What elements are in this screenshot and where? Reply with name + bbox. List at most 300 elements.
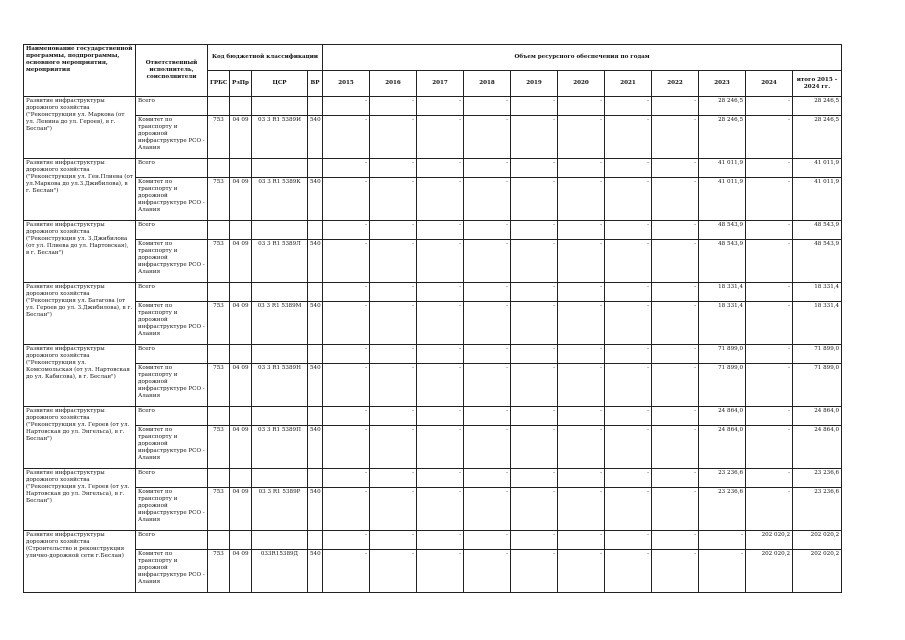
empty-cell xyxy=(308,345,323,364)
year-value: - xyxy=(699,531,746,550)
year-value: - xyxy=(417,302,464,345)
table-row-executor xyxy=(24,488,842,531)
empty-cell xyxy=(308,159,323,178)
year-value: - xyxy=(746,488,793,531)
empty-cell xyxy=(208,469,230,488)
year-value: - xyxy=(464,116,511,159)
year-value: - xyxy=(511,240,558,283)
table-body xyxy=(24,97,842,593)
year-value: - xyxy=(652,240,699,283)
year-value: - xyxy=(605,116,652,159)
year-value: - xyxy=(323,407,370,426)
table-row-executor xyxy=(24,550,842,593)
row-total: 18 331,4 xyxy=(793,302,842,345)
year-header: 2024 xyxy=(746,71,793,97)
year-value: - xyxy=(746,221,793,240)
csr-code: 033R15389Д xyxy=(252,550,308,593)
year-value: - xyxy=(417,240,464,283)
table-row-executor xyxy=(24,364,842,407)
year-value: - xyxy=(370,531,417,550)
funding-header: Объем ресурсного обеспечения по годам xyxy=(323,45,842,71)
row-total: 71 899,0 xyxy=(793,364,842,407)
year-value: - xyxy=(605,159,652,178)
empty-cell xyxy=(208,97,230,116)
year-value: - xyxy=(558,345,605,364)
year-value: - xyxy=(605,426,652,469)
year-value: - xyxy=(417,488,464,531)
year-value: - xyxy=(605,283,652,302)
vr-header: ВР xyxy=(308,71,323,97)
year-value: - xyxy=(370,283,417,302)
year-header: 2019 xyxy=(511,71,558,97)
total-label: Всего xyxy=(136,159,208,178)
year-value: - xyxy=(511,364,558,407)
csr-code: 03 3 R1 5389Л xyxy=(252,240,308,283)
row-total: 48 543,9 xyxy=(793,240,842,283)
rzpr-code: 04 09 xyxy=(230,550,252,593)
year-value: - xyxy=(511,531,558,550)
empty-cell xyxy=(308,407,323,426)
table-row-executor xyxy=(24,426,842,469)
year-header: 2022 xyxy=(652,71,699,97)
year-value: - xyxy=(370,240,417,283)
executor-name: Комитет по транспорту и дорожной инфраструктуре РСО - Алания xyxy=(136,240,208,283)
empty-cell xyxy=(230,221,252,240)
year-value: - xyxy=(558,283,605,302)
year-value: - xyxy=(464,97,511,116)
program-name: Развитие инфраструктуры дорожного хозяйства (Строительство и реконструкция улично-дорожной сети г.Беслан) xyxy=(24,531,136,593)
year-value: - xyxy=(417,426,464,469)
total-label: Всего xyxy=(136,97,208,116)
year-value: - xyxy=(652,531,699,550)
grbs-code: 753 xyxy=(208,240,230,283)
year-value: - xyxy=(370,116,417,159)
program-col-header: Наименование государственной программы, подпрограммы, основного мероприятия, мероприятия xyxy=(24,45,136,97)
year-value: - xyxy=(511,159,558,178)
year-value: - xyxy=(652,221,699,240)
row-total: 48 543,9 xyxy=(793,221,842,240)
year-value: - xyxy=(558,488,605,531)
row-total: 23 236,6 xyxy=(793,469,842,488)
year-value: - xyxy=(323,345,370,364)
year-value: 48 543,9 xyxy=(699,240,746,283)
year-value: - xyxy=(464,426,511,469)
year-value: - xyxy=(746,364,793,407)
program-name: Развитие инфраструктуры дорожного хозяйства ("Реконструкция ул. Батагова (от ул. Героев до ул. З.Джибилова), в г. Беслан") xyxy=(24,283,136,345)
year-header: 2018 xyxy=(464,71,511,97)
year-value: - xyxy=(746,345,793,364)
program-name: Развитие инфраструктуры дорожного хозяйства ("Реконструкция ул. Героев (от ул. Нартовская до ул. Энгельса), в г. Беслан") xyxy=(24,407,136,469)
budget-table xyxy=(23,44,842,593)
row-total: 24 864,0 xyxy=(793,407,842,426)
rzpr-code: 04 09 xyxy=(230,116,252,159)
total-label: Всего xyxy=(136,469,208,488)
executor-name: Комитет по транспорту и дорожной инфраструктуре РСО - Алания xyxy=(136,302,208,345)
year-value: - xyxy=(323,469,370,488)
year-value: - xyxy=(370,550,417,593)
table-row-executor xyxy=(24,240,842,283)
budget-code-header: Код бюджетной классификации xyxy=(208,45,323,71)
year-value: - xyxy=(652,364,699,407)
table-row-total xyxy=(24,283,842,302)
year-value: - xyxy=(370,178,417,221)
year-value: - xyxy=(323,159,370,178)
year-value: - xyxy=(323,240,370,283)
csr-code: 03 3 R1 5389К xyxy=(252,178,308,221)
year-value: - xyxy=(370,469,417,488)
year-value: - xyxy=(511,469,558,488)
year-value: - xyxy=(746,426,793,469)
vr-code: 540 xyxy=(308,178,323,221)
year-value: - xyxy=(511,116,558,159)
program-name: Развитие инфраструктуры дорожного хозяйства ("Реконструкция ул. З.Джибилова (от ул. Плиева до ул. Нартовская), в г. Беслан") xyxy=(24,221,136,283)
year-value: - xyxy=(605,240,652,283)
total-label: Всего xyxy=(136,345,208,364)
year-value: - xyxy=(511,97,558,116)
year-value: - xyxy=(558,240,605,283)
grbs-code: 753 xyxy=(208,302,230,345)
empty-cell xyxy=(252,407,308,426)
rzpr-code: 04 09 xyxy=(230,178,252,221)
executor-name: Комитет по транспорту и дорожной инфраструктуре РСО - Алания xyxy=(136,178,208,221)
empty-cell xyxy=(252,345,308,364)
year-value: - xyxy=(370,159,417,178)
year-value: - xyxy=(746,116,793,159)
table-row-total xyxy=(24,407,842,426)
empty-cell xyxy=(208,407,230,426)
year-value: - xyxy=(652,407,699,426)
year-value: 18 331,4 xyxy=(699,283,746,302)
year-value: - xyxy=(652,116,699,159)
row-total: 28 246,5 xyxy=(793,116,842,159)
year-value: - xyxy=(323,283,370,302)
year-value: - xyxy=(605,550,652,593)
empty-cell xyxy=(230,469,252,488)
total-label: Всего xyxy=(136,531,208,550)
year-header: 2023 xyxy=(699,71,746,97)
executor-col-header: Ответственный исполнитель, соисполнители xyxy=(136,45,208,97)
program-name: Развитие инфраструктуры дорожного хозяйства ("Реконструкция ул. Комсомольская (от ул. Нартовская до ул. Кабисова), в г. Беслан") xyxy=(24,345,136,407)
total-label: Всего xyxy=(136,407,208,426)
year-value: - xyxy=(511,488,558,531)
table-row-total xyxy=(24,469,842,488)
year-value: - xyxy=(417,364,464,407)
year-value: - xyxy=(558,97,605,116)
empty-cell xyxy=(308,221,323,240)
empty-cell xyxy=(252,221,308,240)
empty-cell xyxy=(308,469,323,488)
year-value: - xyxy=(558,116,605,159)
year-value: - xyxy=(464,407,511,426)
empty-cell xyxy=(208,283,230,302)
rzpr-code: 04 09 xyxy=(230,302,252,345)
grbs-header: ГРБС xyxy=(208,71,230,97)
grbs-code: 753 xyxy=(208,364,230,407)
year-value: - xyxy=(323,364,370,407)
year-value: 18 331,4 xyxy=(699,302,746,345)
grbs-code: 753 xyxy=(208,488,230,531)
empty-cell xyxy=(230,97,252,116)
vr-code: 540 xyxy=(308,426,323,469)
year-value: - xyxy=(652,550,699,593)
year-value: - xyxy=(323,302,370,345)
year-value: - xyxy=(558,407,605,426)
year-value: - xyxy=(464,178,511,221)
grbs-code: 753 xyxy=(208,550,230,593)
year-header: 2015 xyxy=(323,71,370,97)
year-value: - xyxy=(464,159,511,178)
year-value: - xyxy=(464,488,511,531)
year-value: - xyxy=(652,178,699,221)
year-value: - xyxy=(605,469,652,488)
vr-code: 540 xyxy=(308,364,323,407)
year-value: - xyxy=(652,97,699,116)
executor-name: Комитет по транспорту и дорожной инфраструктуре РСО - Алания xyxy=(136,364,208,407)
year-value: - xyxy=(417,550,464,593)
table-row-executor xyxy=(24,302,842,345)
table-row-total xyxy=(24,531,842,550)
year-value: - xyxy=(464,364,511,407)
total-label: Всего xyxy=(136,283,208,302)
csr-code: 03 3 R1 5389П xyxy=(252,426,308,469)
year-value: - xyxy=(511,407,558,426)
year-value: - xyxy=(746,407,793,426)
empty-cell xyxy=(252,469,308,488)
year-value: - xyxy=(464,550,511,593)
grbs-code: 753 xyxy=(208,116,230,159)
year-value: - xyxy=(511,550,558,593)
year-value: - xyxy=(417,221,464,240)
year-value: - xyxy=(605,221,652,240)
year-value: 28 246,5 xyxy=(699,97,746,116)
rzpr-code: 04 09 xyxy=(230,426,252,469)
year-value: - xyxy=(417,283,464,302)
year-value: - xyxy=(464,302,511,345)
csr-header: ЦСР xyxy=(252,71,308,97)
table-header xyxy=(24,45,842,97)
program-name: Развитие инфраструктуры дорожного хозяйства ("Реконструкция ул. Героев (от ул. Нартовская до ул. Энгельса), в г. Беслан") xyxy=(24,469,136,531)
empty-cell xyxy=(208,159,230,178)
year-header: 2017 xyxy=(417,71,464,97)
year-value: - xyxy=(511,221,558,240)
year-value: - xyxy=(511,426,558,469)
row-total: 41 011,9 xyxy=(793,178,842,221)
year-value: 23 236,6 xyxy=(699,469,746,488)
year-value: - xyxy=(370,488,417,531)
empty-cell xyxy=(230,283,252,302)
year-value: - xyxy=(511,345,558,364)
program-name: Развитие инфраструктуры дорожного хозяйства ("Реконструкция ул. Маркова (от ул. Ленина до ул. Героев), в г. Беслан") xyxy=(24,97,136,159)
year-value: - xyxy=(417,178,464,221)
year-value: - xyxy=(746,240,793,283)
year-value: 41 011,9 xyxy=(699,178,746,221)
year-value: - xyxy=(652,488,699,531)
year-value: - xyxy=(652,469,699,488)
year-value: - xyxy=(652,283,699,302)
year-value: - xyxy=(652,159,699,178)
vr-code: 540 xyxy=(308,550,323,593)
year-value: - xyxy=(511,178,558,221)
year-value: - xyxy=(370,407,417,426)
row-total: 18 331,4 xyxy=(793,283,842,302)
year-value: - xyxy=(370,97,417,116)
row-total: 23 236,6 xyxy=(793,488,842,531)
year-value: 71 899,0 xyxy=(699,364,746,407)
year-value: 28 246,5 xyxy=(699,116,746,159)
table-row-total xyxy=(24,221,842,240)
year-value: - xyxy=(370,345,417,364)
empty-cell xyxy=(230,159,252,178)
year-value: 48 543,9 xyxy=(699,221,746,240)
grbs-code: 753 xyxy=(208,178,230,221)
executor-name: Комитет по транспорту и дорожной инфраструктуре РСО - Алания xyxy=(136,550,208,593)
total-col-header: итого 2015 – 2024 гг. xyxy=(793,71,842,97)
year-value: - xyxy=(464,240,511,283)
year-value: - xyxy=(323,221,370,240)
year-value: - xyxy=(558,221,605,240)
year-value: - xyxy=(511,283,558,302)
year-value: 202 020,2 xyxy=(746,531,793,550)
empty-cell xyxy=(208,221,230,240)
year-value: 24 864,0 xyxy=(699,407,746,426)
year-value: 202 020,2 xyxy=(746,550,793,593)
year-value: - xyxy=(558,550,605,593)
vr-code: 540 xyxy=(308,116,323,159)
year-value: - xyxy=(417,469,464,488)
grbs-code: 753 xyxy=(208,426,230,469)
year-value: - xyxy=(417,345,464,364)
year-value: - xyxy=(511,302,558,345)
year-value: - xyxy=(464,283,511,302)
table-row-total xyxy=(24,345,842,364)
empty-cell xyxy=(252,97,308,116)
vr-code: 540 xyxy=(308,488,323,531)
year-value: - xyxy=(605,488,652,531)
vr-code: 540 xyxy=(308,302,323,345)
vr-code: 540 xyxy=(308,240,323,283)
year-value: - xyxy=(605,302,652,345)
year-header: 2020 xyxy=(558,71,605,97)
executor-name: Комитет по транспорту и дорожной инфраструктуре РСО - Алания xyxy=(136,116,208,159)
empty-cell xyxy=(208,531,230,550)
csr-code: 03 3 R1 5389М xyxy=(252,302,308,345)
year-value: - xyxy=(323,426,370,469)
year-value: - xyxy=(699,550,746,593)
rzpr-code: 04 09 xyxy=(230,488,252,531)
year-value: - xyxy=(652,302,699,345)
row-total: 71 899,0 xyxy=(793,345,842,364)
year-value: - xyxy=(558,178,605,221)
year-value: - xyxy=(558,426,605,469)
year-header: 2021 xyxy=(605,71,652,97)
year-header: 2016 xyxy=(370,71,417,97)
row-total: 202 020,2 xyxy=(793,550,842,593)
year-value: - xyxy=(417,531,464,550)
year-value: - xyxy=(605,407,652,426)
row-total: 24 864,0 xyxy=(793,426,842,469)
executor-name: Комитет по транспорту и дорожной инфраструктуре РСО - Алания xyxy=(136,426,208,469)
empty-cell xyxy=(308,97,323,116)
year-value: - xyxy=(417,407,464,426)
total-label: Всего xyxy=(136,221,208,240)
year-value: 23 236,6 xyxy=(699,488,746,531)
year-value: - xyxy=(605,531,652,550)
year-value: - xyxy=(746,469,793,488)
year-value: - xyxy=(323,488,370,531)
program-name: Развитие инфраструктуры дорожного хозяйства ("Реконструкция ул. Ген.Плиева (от ул.Маркова до ул.З.Джибилова), в г. Беслан") xyxy=(24,159,136,221)
year-value: - xyxy=(746,97,793,116)
year-value: - xyxy=(558,364,605,407)
year-value: - xyxy=(323,116,370,159)
table-row-total xyxy=(24,159,842,178)
year-value: - xyxy=(746,302,793,345)
year-value: 71 899,0 xyxy=(699,345,746,364)
table-row-executor xyxy=(24,116,842,159)
row-total: 202 020,2 xyxy=(793,531,842,550)
executor-name: Комитет по транспорту и дорожной инфраструктуре РСО - Алания xyxy=(136,488,208,531)
year-value: - xyxy=(605,364,652,407)
empty-cell xyxy=(252,283,308,302)
year-value: - xyxy=(323,178,370,221)
year-value: - xyxy=(746,159,793,178)
year-value: - xyxy=(464,345,511,364)
year-value: - xyxy=(652,345,699,364)
rzpr-code: 04 09 xyxy=(230,240,252,283)
year-value: - xyxy=(464,221,511,240)
row-total: 28 246,5 xyxy=(793,97,842,116)
empty-cell xyxy=(252,159,308,178)
year-value: - xyxy=(323,97,370,116)
year-value: - xyxy=(558,159,605,178)
year-value: - xyxy=(417,116,464,159)
empty-cell xyxy=(230,345,252,364)
year-value: - xyxy=(558,302,605,345)
year-value: - xyxy=(464,469,511,488)
empty-cell xyxy=(308,531,323,550)
csr-code: 03 3 R1 5389И xyxy=(252,116,308,159)
table-row-executor xyxy=(24,178,842,221)
year-value: - xyxy=(370,302,417,345)
year-value: - xyxy=(370,364,417,407)
year-value: - xyxy=(417,97,464,116)
year-value: - xyxy=(323,531,370,550)
year-value: - xyxy=(417,159,464,178)
year-value: - xyxy=(464,531,511,550)
csr-code: 03 3 R1 5389Н xyxy=(252,364,308,407)
year-value: - xyxy=(558,469,605,488)
year-value: - xyxy=(558,531,605,550)
year-value: - xyxy=(370,426,417,469)
year-value: - xyxy=(652,426,699,469)
empty-cell xyxy=(230,407,252,426)
empty-cell xyxy=(230,531,252,550)
year-value: - xyxy=(746,283,793,302)
year-value: - xyxy=(370,221,417,240)
year-value: - xyxy=(605,97,652,116)
year-value: 41 011,9 xyxy=(699,159,746,178)
table-row-total xyxy=(24,97,842,116)
rzpr-header: РзПр xyxy=(230,71,252,97)
year-value: 24 864,0 xyxy=(699,426,746,469)
empty-cell xyxy=(252,531,308,550)
year-value: - xyxy=(746,178,793,221)
year-value: - xyxy=(605,178,652,221)
year-value: - xyxy=(323,550,370,593)
row-total: 41 011,9 xyxy=(793,159,842,178)
year-value: - xyxy=(605,345,652,364)
rzpr-code: 04 09 xyxy=(230,364,252,407)
empty-cell xyxy=(208,345,230,364)
